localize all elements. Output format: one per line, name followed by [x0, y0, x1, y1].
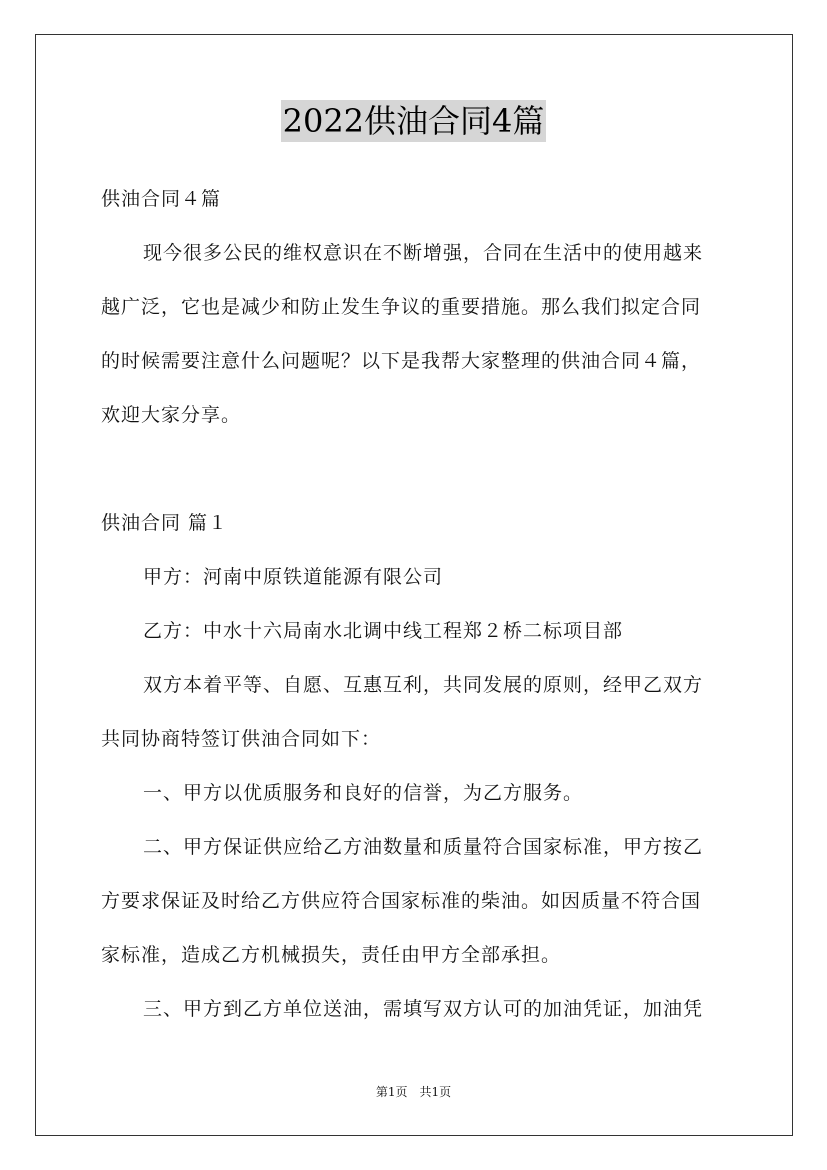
- clause-3-line-1: 三、甲方到乙方单位送油，需填写双方认可的加油凭证，加油凭: [143, 998, 704, 1020]
- page-footer: [0, 1083, 827, 1101]
- title-container: [0, 100, 827, 142]
- clause-2-line-3: 家标准，造成乙方机械损失，责任由甲方全部承担。: [101, 944, 562, 966]
- clause-2-line-1: 二、甲方保证供应给乙方油数量和质量符合国家标准，甲方按乙: [143, 836, 704, 858]
- intro-line-4: 欢迎大家分享。: [101, 404, 242, 426]
- section-heading: 供油合同 篇１: [101, 512, 229, 534]
- intro-line-1: 现今很多公民的维权意识在不断增强，合同在生活中的使用越来: [143, 242, 704, 264]
- party-b: 乙方：中水十六局南水北调中线工程郑２桥二标项目部: [143, 620, 624, 642]
- clause-1: 一、甲方以优质服务和良好的信誉，为乙方服务。: [143, 782, 584, 804]
- preamble-line-1: 双方本着平等、自愿、互惠互利，共同发展的原则，经甲乙双方: [143, 674, 704, 696]
- intro-line-3: 的时候需要注意什么问题呢？以下是我帮大家整理的供油合同４篇，: [101, 350, 702, 372]
- subtitle: 供油合同４篇: [101, 188, 222, 210]
- document-body: [101, 172, 729, 1036]
- party-a: 甲方：河南中原铁道能源有限公司: [143, 566, 444, 588]
- spacer: [101, 442, 729, 496]
- intro-line-2: 越广泛，它也是减少和防止发生争议的重要措施。那么我们拟定合同: [101, 296, 702, 318]
- preamble-line-2: 共同协商特签订供油合同如下：: [101, 728, 382, 750]
- page-number: 第1页 共1页: [375, 1085, 452, 1099]
- document-title: 2022供油合同4篇: [282, 102, 545, 140]
- clause-2-line-2: 方要求保证及时给乙方供应符合国家标准的柴油。如因质量不符合国: [101, 890, 702, 912]
